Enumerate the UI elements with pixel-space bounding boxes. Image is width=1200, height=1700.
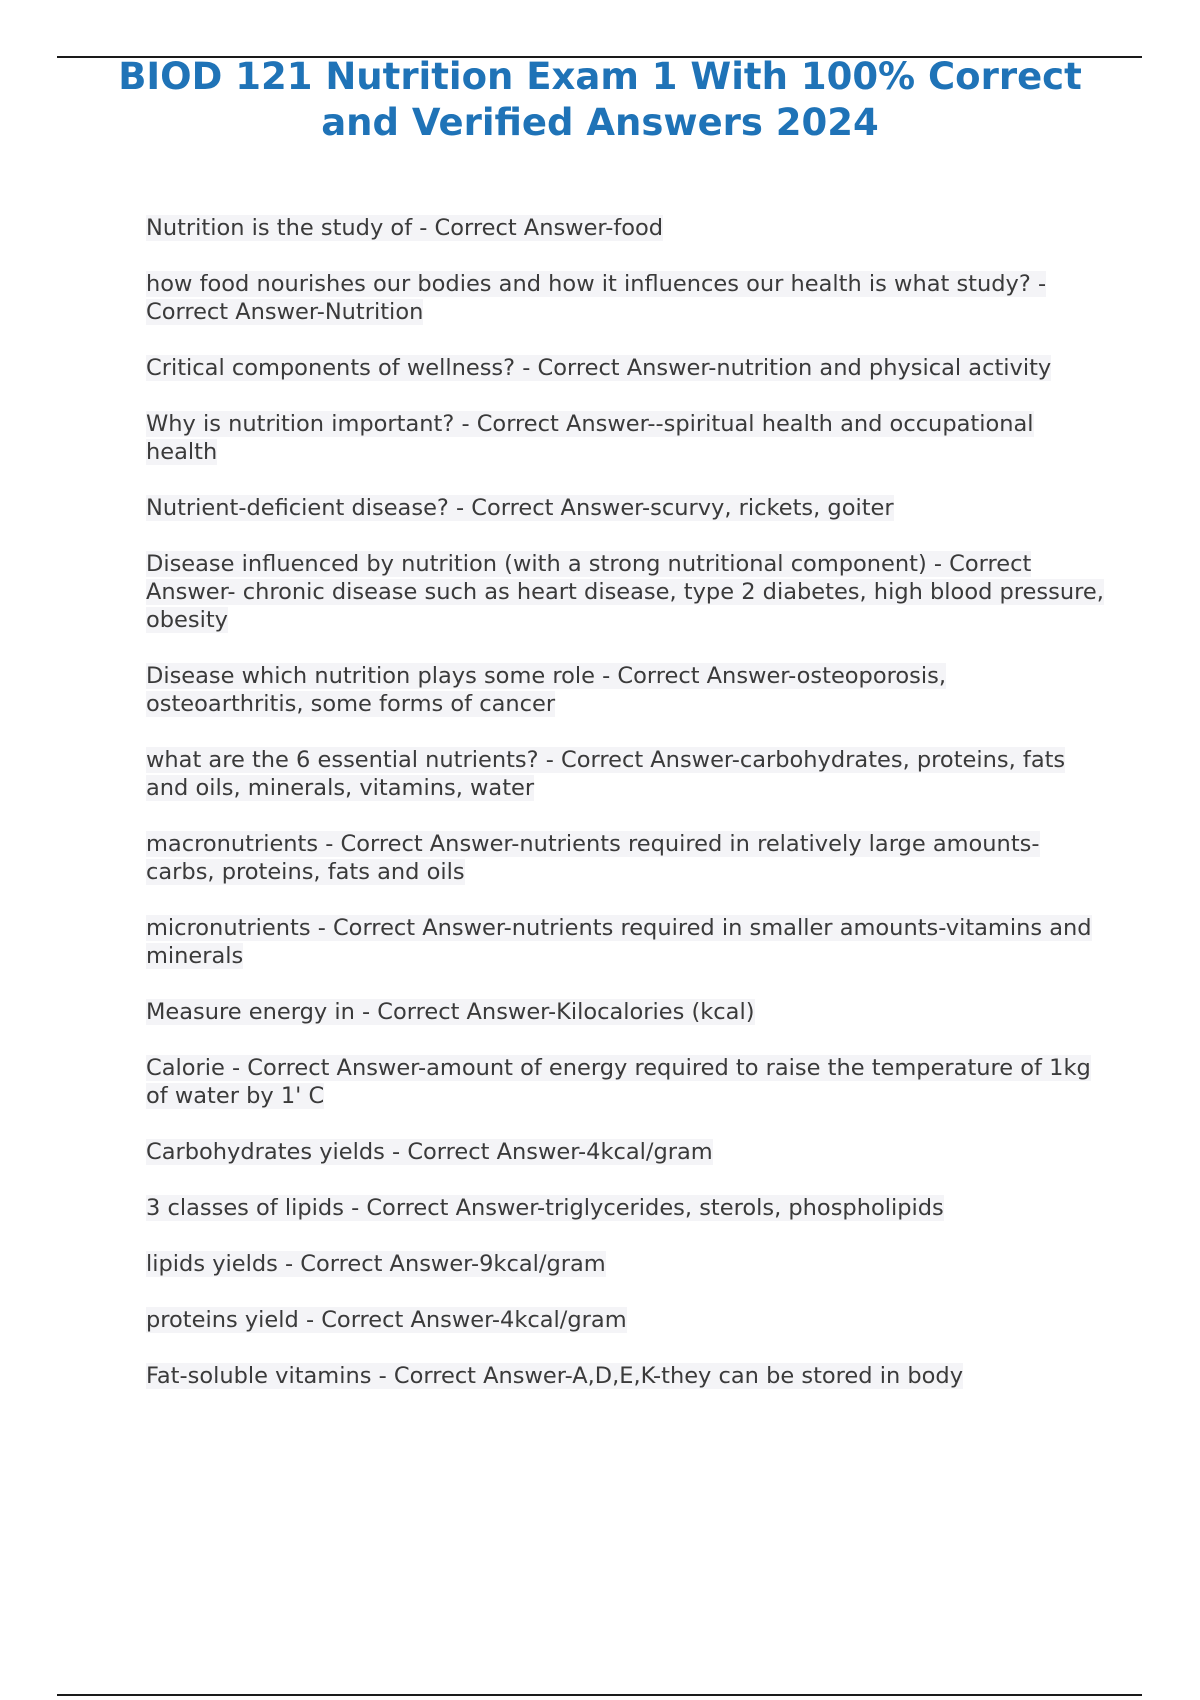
qa-item bbox=[146, 914, 1106, 970]
qa-text: proteins yield - Correct Answer-4kcal/gram bbox=[146, 1307, 627, 1333]
qa-item bbox=[146, 1306, 1106, 1334]
qa-text: how food nourishes our bodies and how it influences our health is what study? - Correct Answer-Nutrition bbox=[146, 271, 1047, 325]
qa-text: micronutrients - Correct Answer-nutrients required in smaller amounts-vitamins and minerals bbox=[146, 915, 1092, 969]
qa-text: what are the 6 essential nutrients? - Correct Answer-carbohydrates, proteins, fats and oils, minerals, vitamins, water bbox=[146, 747, 1066, 801]
qa-text: Nutrition is the study of - Correct Answer-food bbox=[146, 215, 664, 241]
qa-text: Why is nutrition important? - Correct Answer--spiritual health and occupational health bbox=[146, 411, 1034, 465]
qa-text: 3 classes of lipids - Correct Answer-triglycerides, sterols, phospholipids bbox=[146, 1195, 944, 1221]
qa-item bbox=[146, 494, 1106, 522]
qa-text: lipids yields - Correct Answer-9kcal/gram bbox=[146, 1251, 606, 1277]
qa-text: Measure energy in - Correct Answer-Kilocalories (kcal) bbox=[146, 999, 755, 1025]
qa-item bbox=[146, 214, 1106, 242]
qa-item bbox=[146, 410, 1106, 466]
qa-text: Calorie - Correct Answer-amount of energy required to raise the temperature of 1kg of water by 1' C bbox=[146, 1055, 1091, 1109]
qa-item bbox=[146, 270, 1106, 326]
qa-item bbox=[146, 1250, 1106, 1278]
qa-item bbox=[146, 830, 1106, 886]
qa-text: Carbohydrates yields - Correct Answer-4kcal/gram bbox=[146, 1139, 713, 1165]
qa-item bbox=[146, 1194, 1106, 1222]
qa-text: macronutrients - Correct Answer-nutrients required in relatively large amounts-carbs, proteins, fats and oils bbox=[146, 831, 1040, 885]
bottom-rule bbox=[57, 1694, 1142, 1696]
qa-item bbox=[146, 550, 1106, 634]
qa-text: Disease influenced by nutrition (with a strong nutritional component) - Correct Answer- chronic disease such as heart disease, type 2 diabetes, high blood pressure, obesity bbox=[146, 551, 1104, 633]
qa-text: Disease which nutrition plays some role - Correct Answer-osteoporosis, osteoarthritis, some forms of cancer bbox=[146, 663, 946, 717]
document-title: BIOD 121 Nutrition Exam 1 With 100% Correct and Verified Answers 2024 bbox=[118, 55, 1082, 144]
qa-text: Fat-soluble vitamins - Correct Answer-A,D,E,K-they can be stored in body bbox=[146, 1363, 964, 1389]
qa-item bbox=[146, 1138, 1106, 1166]
qa-list bbox=[146, 214, 1106, 1418]
qa-item bbox=[146, 354, 1106, 382]
qa-item bbox=[146, 1362, 1106, 1390]
qa-text: Critical components of wellness? - Correct Answer-nutrition and physical activity bbox=[146, 355, 1052, 381]
qa-text: Nutrient-deficient disease? - Correct Answer-scurvy, rickets, goiter bbox=[146, 495, 894, 521]
qa-item bbox=[146, 746, 1106, 802]
qa-item bbox=[146, 1054, 1106, 1110]
qa-item bbox=[146, 662, 1106, 718]
qa-item bbox=[146, 998, 1106, 1026]
